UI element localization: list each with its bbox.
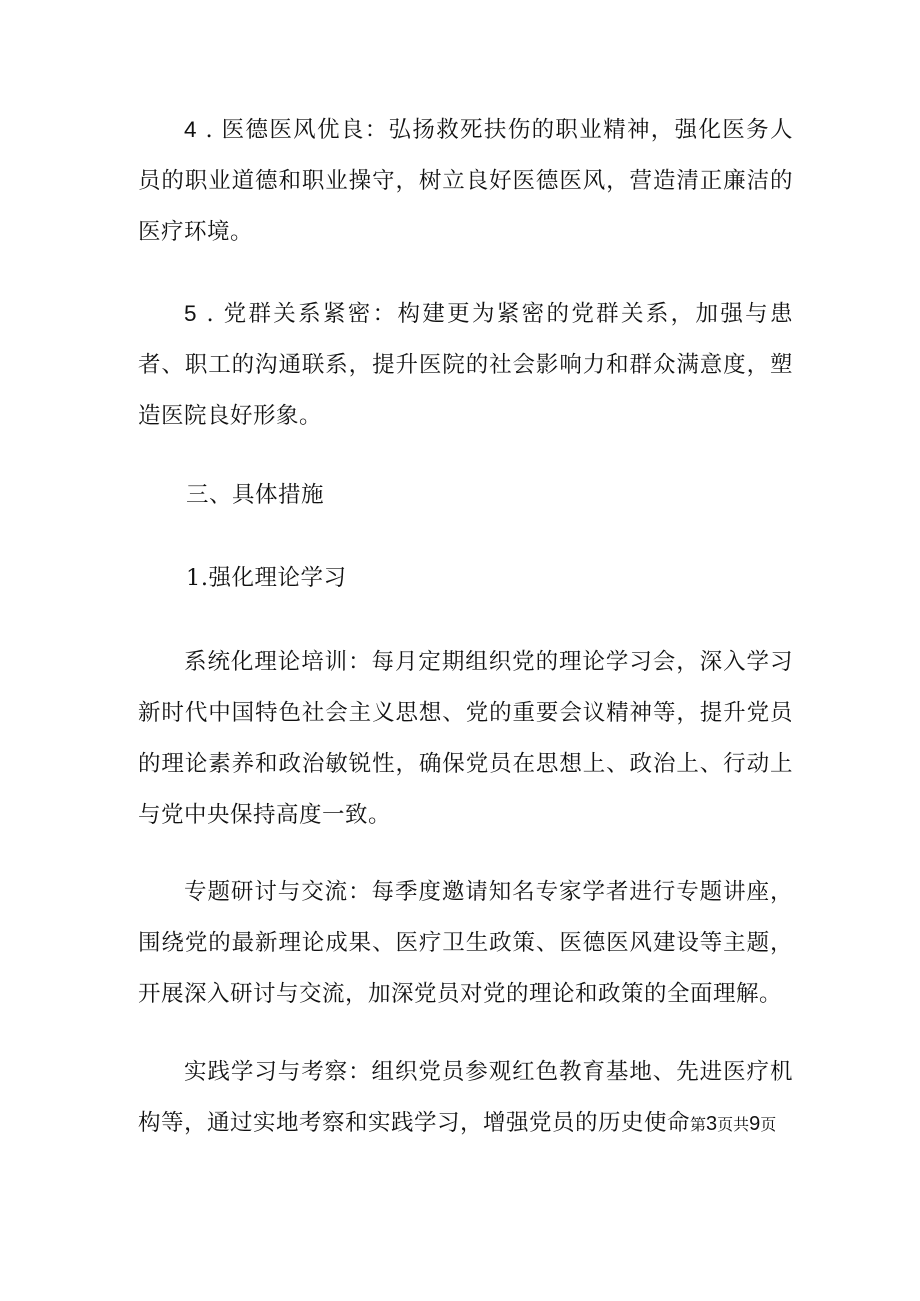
list-item-text: . 党群关系紧密：构建更为紧密的党群关系，加强与患者、职工的沟通联系，提升医院的社会影响力和群众满意度，塑造医院良好形象。 (138, 301, 793, 429)
list-item-text: . 医德医风优良：弘扬救死扶伤的职业精神，强化医务人员的职业道德和职业操守，树立良好医德医风，营造清正廉洁的医疗环境。 (138, 117, 793, 245)
list-item-5 (138, 288, 793, 442)
footer-middle: 页共 (717, 1117, 750, 1134)
footer-total-pages: 9 (749, 1113, 761, 1135)
body-paragraph-last (138, 1047, 793, 1151)
body-paragraph: 系统化理论培训：每月定期组织党的理论学习会，深入学习新时代中国特色社会主义思想、党的重要会议精神等，提升党员的理论素养和政治敏锐性，确保党员在思想上、政治上、行动上与党中央保持高度一致。 (138, 649, 793, 828)
page-footer (690, 1113, 777, 1135)
footer-suffix: 页 (760, 1117, 777, 1134)
list-item-4 (138, 104, 793, 258)
body-paragraph: 专题研讨与交流：每季度邀请知名专家学者进行专题讲座，围绕党的最新理论成果、医疗卫生政策、医德医风建设等主题，开展深入研讨与交流，加深党员对党的理论和政策的全面理解。 (138, 879, 793, 1007)
footer-current-page: 3 (706, 1113, 718, 1135)
body-paragraph-text: 实践学习与考察：组织党员参观红色教育基地、先进医疗机构等，通过实地考察和实践学习，增强党员的历史使命 (138, 1059, 793, 1136)
section-heading: 三、具体措施 (186, 482, 325, 508)
subsection-heading: 1.强化理论学习 (186, 565, 347, 591)
list-item-number: 4 (184, 117, 198, 142)
list-item-number: 5 (184, 301, 198, 326)
footer-prefix: 第 (690, 1117, 707, 1134)
